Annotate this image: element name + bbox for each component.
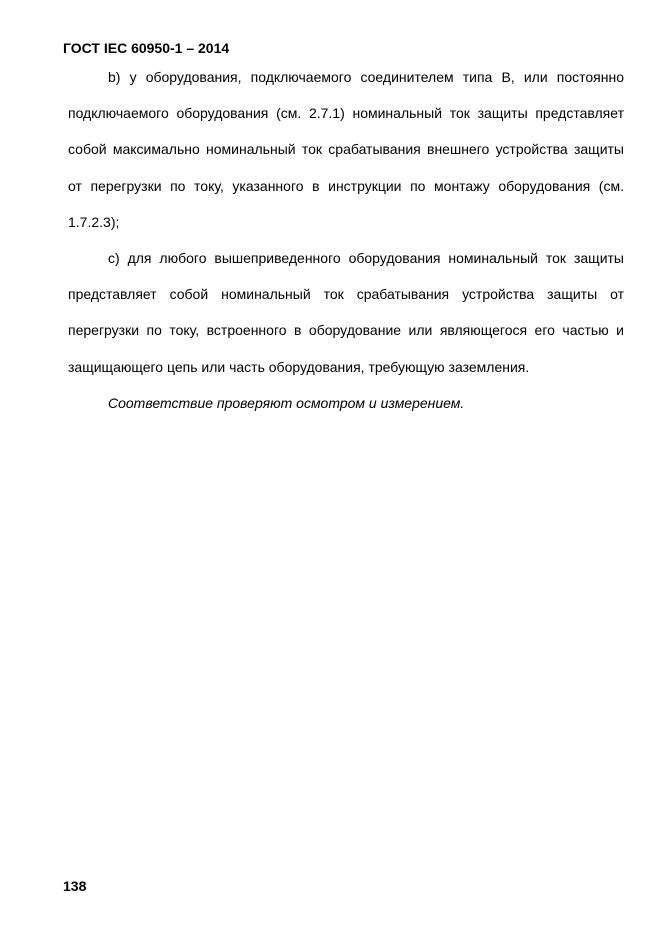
document-header: ГОСТ IEC 60950-1 – 2014 [63, 40, 230, 56]
paragraph-c: c) для любого вышеприведенного оборудования номинальный ток защиты представляет собой номинальный ток срабатывания устройства защиты от перегрузки по току, встроенного в оборудование или являющегося его частью и защищающего цепь или часть оборудования, требующую заземления. [68, 250, 624, 375]
compliance-statement: Соответствие проверяют осмотром и измерением. [108, 394, 465, 411]
document-body [68, 59, 624, 421]
page-number: 138 [63, 878, 87, 894]
paragraph-b: b) у оборудования, подключаемого соединителем типа В, или постоянно подключаемого оборудования (см. 2.7.1) номинальный ток защиты представляет собой максимально номинальный ток срабатывания внешнего устройства защиты от перегрузки по току, указанного в инструкции по монтажу оборудования (см. 1.7.2.3); [68, 69, 624, 230]
